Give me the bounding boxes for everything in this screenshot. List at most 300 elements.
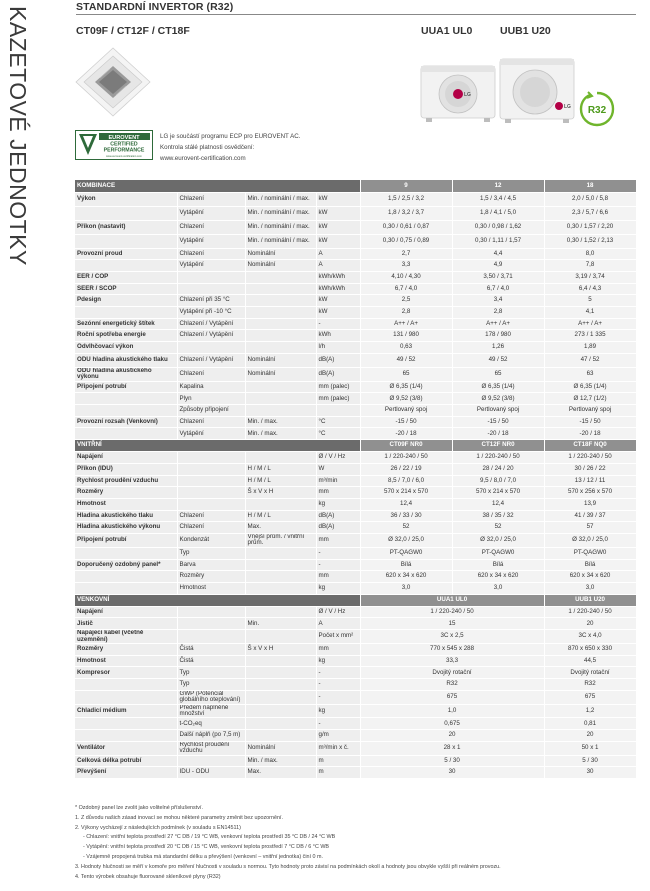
eurovent-certified-badge (75, 130, 153, 160)
row-label: Kompresor (75, 667, 177, 679)
row-label (75, 234, 177, 248)
table-row (75, 559, 636, 571)
row-condition (245, 606, 316, 618)
table-row (75, 367, 636, 381)
table-cell: 0,63 (360, 342, 452, 354)
row-sublabel: Rozměry (177, 571, 245, 583)
table-cell: -20 / 18 (360, 428, 452, 440)
table-cell: Ø 32,0 / 25,0 (452, 533, 544, 547)
table-row (75, 330, 636, 342)
table-cell: 620 x 34 x 620 (360, 571, 452, 583)
table-cell: Dvojitý rotační (360, 667, 544, 679)
row-unit: °C (316, 428, 360, 440)
footnote: 4. Tento výrobek obsahuje fluorované skleníkové plyny (R32) (75, 873, 221, 880)
row-condition (245, 342, 316, 354)
row-sublabel: Typ (177, 547, 245, 559)
row-unit: A (316, 618, 360, 630)
row-label: Rychlost proudění vzduchu (75, 475, 177, 487)
row-unit: dB(A) (316, 510, 360, 522)
row-unit: W (316, 463, 360, 475)
row-sublabel: Čistá (177, 655, 245, 667)
row-condition (245, 667, 316, 679)
footnotes (75, 804, 640, 882)
row-label: Hladina akustického výkonu (75, 522, 177, 534)
row-label: SEER / SCOP (75, 283, 177, 295)
table-cell: 0,30 / 1,57 / 2,20 (544, 220, 636, 234)
row-unit: - (316, 547, 360, 559)
row-condition (245, 306, 316, 318)
table-cell: 1,5 / 3,4 / 4,5 (452, 192, 544, 206)
table-cell: 1,5 / 2,5 / 3,2 (360, 192, 452, 206)
row-condition: H / M / L (245, 475, 316, 487)
row-condition: H / M / L (245, 463, 316, 475)
row-unit: Ø / V / Hz (316, 452, 360, 464)
column-header: 9 (360, 180, 452, 192)
row-unit: mm (316, 533, 360, 547)
table-row (75, 295, 636, 307)
row-condition (245, 730, 316, 742)
row-unit: kWh (316, 330, 360, 342)
row-condition: Š x V x H (245, 487, 316, 499)
row-unit: kg (316, 655, 360, 667)
row-condition (245, 295, 316, 307)
row-label: Hmotnost (75, 498, 177, 510)
table-row (75, 618, 636, 630)
footnote: - Vzájemně propojená trubka má standardní délku a převýšení (venkovní – vnitřní jednotka) činí 0 m. (83, 853, 324, 860)
table-cell: Bílá (452, 559, 544, 571)
row-unit: A (316, 260, 360, 272)
row-condition (245, 498, 316, 510)
eurovent-info (160, 131, 300, 164)
table-row (75, 571, 636, 583)
table-cell: 3,4 (452, 295, 544, 307)
table-cell: 13 / 12 / 11 (544, 475, 636, 487)
row-unit: m³/min (316, 475, 360, 487)
table-cell: -15 / 50 (544, 416, 636, 428)
row-sublabel (177, 463, 245, 475)
row-unit: mm (palec) (316, 381, 360, 393)
table-cell: 15 (360, 618, 544, 630)
row-sublabel: Vytápění (177, 234, 245, 248)
table-cell: 28 x 1 (360, 741, 544, 755)
table-row (75, 342, 636, 354)
row-sublabel: Čistá (177, 644, 245, 656)
table-cell: 5 / 30 (360, 755, 544, 767)
row-label: Provozní rozsah (Venkovní) (75, 416, 177, 428)
table-cell: 3,0 (544, 583, 636, 595)
table-cell: Ø 9,52 (3/8) (360, 393, 452, 405)
table-cell: 1,8 / 3,2 / 3,7 (360, 206, 452, 220)
row-label (75, 583, 177, 595)
table-cell: 1,89 (544, 342, 636, 354)
table-row (75, 510, 636, 522)
table-row (75, 718, 636, 730)
row-unit: kW (316, 306, 360, 318)
row-label: ODU hladina akustického tlaku (75, 353, 177, 367)
table-cell: 12,4 (360, 498, 452, 510)
table-row (75, 206, 636, 220)
row-sublabel: t-CO₂eq (177, 718, 245, 730)
table-cell: Bílá (360, 559, 452, 571)
row-label: Ventilátor (75, 741, 177, 755)
row-condition (245, 583, 316, 595)
row-sublabel (177, 618, 245, 630)
table-cell: Ø 9,52 (3/8) (452, 393, 544, 405)
row-condition (245, 283, 316, 295)
table-cell: A++ / A+ (360, 318, 452, 330)
table-cell: 0,30 / 1,52 / 2,13 (544, 234, 636, 248)
row-unit: g/m (316, 730, 360, 742)
row-condition (245, 690, 316, 704)
row-condition (245, 718, 316, 730)
row-condition (245, 318, 316, 330)
row-condition (245, 381, 316, 393)
table-cell: 6,7 / 4,0 (452, 283, 544, 295)
row-label (75, 690, 177, 704)
row-sublabel (177, 271, 245, 283)
row-sublabel (177, 475, 245, 487)
row-sublabel: Chlazení (177, 510, 245, 522)
column-header: 12 (452, 180, 544, 192)
row-condition: Min. / nominální / max. (245, 220, 316, 234)
table-cell: 675 (360, 690, 544, 704)
table-cell: 2,5 (360, 295, 452, 307)
table-cell: Dvojitý rotační (544, 667, 636, 679)
row-condition (245, 559, 316, 571)
table-row (75, 353, 636, 367)
table-cell: 1 / 220-240 / 50 (544, 452, 636, 464)
table-row (75, 583, 636, 595)
row-condition: Min. / nominální / max. (245, 192, 316, 206)
row-label: Jistič (75, 618, 177, 630)
row-unit: kWh/kWh (316, 283, 360, 295)
table-row (75, 667, 636, 679)
table-row (75, 283, 636, 295)
table-row (75, 679, 636, 691)
table-cell: -15 / 50 (452, 416, 544, 428)
table-cell: 675 (544, 690, 636, 704)
table-cell: 273 / 1 335 (544, 330, 636, 342)
section-title: VNITŘNÍ (75, 440, 360, 452)
row-unit: - (316, 690, 360, 704)
table-cell: 9,5 / 8,0 / 7,0 (452, 475, 544, 487)
row-unit: kW (316, 192, 360, 206)
row-sublabel: Vytápění (177, 428, 245, 440)
table-cell: 8,5 / 7,0 / 6,0 (360, 475, 452, 487)
table-cell: 41 / 39 / 37 (544, 510, 636, 522)
table-cell: PT-QAGW0 (452, 547, 544, 559)
table-cell: A++ / A+ (452, 318, 544, 330)
table-cell: 8,0 (544, 248, 636, 260)
row-sublabel: Rychlost proudění vzduchu (177, 741, 245, 755)
row-label: Napájecí kabel (včetně uzemnění) (75, 630, 177, 644)
row-condition: Min. / nominální / max. (245, 234, 316, 248)
row-condition (245, 655, 316, 667)
outdoor-model-2-heading: UUB1 U20 (500, 25, 551, 37)
table-cell: 0,30 / 0,98 / 1,62 (452, 220, 544, 234)
table-cell: R32 (544, 679, 636, 691)
table-row (75, 755, 636, 767)
row-unit: m³/min x č. (316, 741, 360, 755)
row-label: Pdesign (75, 295, 177, 307)
row-sublabel: Chlazení (177, 522, 245, 534)
table-cell: Ø 6,35 (1/4) (544, 381, 636, 393)
row-sublabel: Typ (177, 667, 245, 679)
table-cell: 49 / 52 (452, 353, 544, 367)
table-cell: 47 / 52 (544, 353, 636, 367)
row-sublabel: Hmotnost (177, 583, 245, 595)
table-cell: 4,10 / 4,30 (360, 271, 452, 283)
row-sublabel (177, 342, 245, 354)
section-header-vnitrni (75, 440, 636, 452)
row-condition (245, 452, 316, 464)
row-unit: A (316, 248, 360, 260)
table-cell: 4,1 (544, 306, 636, 318)
table-cell: 770 x 545 x 288 (360, 644, 544, 656)
table-row (75, 690, 636, 704)
row-sublabel: Chlazení (177, 192, 245, 206)
row-label: Doporučený ozdobný panel* (75, 559, 177, 571)
table-cell: -20 / 18 (452, 428, 544, 440)
table-row (75, 533, 636, 547)
table-cell: Pertlovaný spoj (360, 405, 452, 417)
cassette-unit-image (74, 38, 152, 118)
table-cell: 1,0 (360, 704, 544, 718)
table-cell: 2,0 / 5,0 / 5,8 (544, 192, 636, 206)
row-sublabel: Způsoby připojení (177, 405, 245, 417)
table-cell: 2,7 (360, 248, 452, 260)
row-unit: dB(A) (316, 522, 360, 534)
row-label: Hladina akustického tlaku (75, 510, 177, 522)
table-cell: Ø 32,0 / 25,0 (360, 533, 452, 547)
table-cell: 870 x 650 x 330 (544, 644, 636, 656)
table-cell: 2,8 (360, 306, 452, 318)
table-cell: Ø 12,7 (1/2) (544, 393, 636, 405)
table-cell: 131 / 980 (360, 330, 452, 342)
row-sublabel: Chlazení / Vytápění (177, 318, 245, 330)
row-unit: m (316, 767, 360, 779)
table-cell: 1 / 220-240 / 50 (360, 606, 544, 618)
table-cell: 38 / 35 / 32 (452, 510, 544, 522)
row-label: EER / COP (75, 271, 177, 283)
row-sublabel: Další náplň (po 7,5 m) (177, 730, 245, 742)
table-cell: 50 x 1 (544, 741, 636, 755)
row-sublabel: Typ (177, 679, 245, 691)
table-cell: 3,3 (360, 260, 452, 272)
row-condition (245, 630, 316, 644)
row-sublabel: Vytápění při -10 °C (177, 306, 245, 318)
table-row (75, 405, 636, 417)
footnote: 2. Výkony vycházejí z následujících podmínek (v souladu s EN14511) (75, 824, 241, 831)
table-cell: PT-QAGW0 (544, 547, 636, 559)
row-unit: kg (316, 704, 360, 718)
row-sublabel: GWP (Potenciál globálního oteplování) (177, 690, 245, 704)
column-header: UUB1 U20 (544, 594, 636, 606)
row-label (75, 730, 177, 742)
row-condition: Min. / max. (245, 755, 316, 767)
table-cell: 57 (544, 522, 636, 534)
footnote: 1. Z důvodu našich zásad inovací se mohou některé parametry změnit bez upozornění. (75, 814, 283, 821)
table-cell: 30 (544, 767, 636, 779)
row-unit: °C (316, 416, 360, 428)
row-sublabel: Vytápění (177, 260, 245, 272)
table-row (75, 644, 636, 656)
row-label (75, 206, 177, 220)
table-row (75, 655, 636, 667)
table-row (75, 487, 636, 499)
row-condition (245, 405, 316, 417)
row-unit: mm (palec) (316, 393, 360, 405)
eurovent-line-1: LG je součástí programu ECP pro EUROVENT AC. (160, 133, 301, 140)
row-sublabel (177, 755, 245, 767)
row-condition: Max. (245, 522, 316, 534)
row-label: Připojení potrubí (75, 533, 177, 547)
table-cell: 3,0 (360, 583, 452, 595)
row-label: Napájení (75, 452, 177, 464)
table-cell: 1 / 220-240 / 50 (452, 452, 544, 464)
table-cell: Bílá (544, 559, 636, 571)
table-cell: 49 / 52 (360, 353, 452, 367)
table-cell: 3,50 / 3,71 (452, 271, 544, 283)
row-condition (245, 271, 316, 283)
table-cell: A++ / A+ (544, 318, 636, 330)
row-sublabel: Chlazení (177, 416, 245, 428)
side-title (2, 4, 46, 270)
table-row (75, 306, 636, 318)
row-sublabel: Vytápění (177, 206, 245, 220)
row-condition: Nominální (245, 367, 316, 381)
table-row (75, 630, 636, 644)
column-header: UUA1 UL0 (360, 594, 544, 606)
table-cell: 2,3 / 5,7 / 6,6 (544, 206, 636, 220)
table-row (75, 381, 636, 393)
row-sublabel: Kapalina (177, 381, 245, 393)
row-unit: kW (316, 220, 360, 234)
table-cell: R32 (360, 679, 544, 691)
table-cell: 4,9 (452, 260, 544, 272)
row-label: Připojení potrubí (75, 381, 177, 393)
row-condition: Š x V x H (245, 644, 316, 656)
row-label (75, 393, 177, 405)
table-row (75, 463, 636, 475)
table-cell: 30 / 26 / 22 (544, 463, 636, 475)
row-sublabel: Chlazení při 35 °C (177, 295, 245, 307)
table-cell: 52 (452, 522, 544, 534)
row-unit: kg (316, 583, 360, 595)
table-row (75, 475, 636, 487)
row-condition: Nominální (245, 353, 316, 367)
row-condition: Min. / nominální / max. (245, 206, 316, 220)
table-cell: 3,19 / 3,74 (544, 271, 636, 283)
table-cell: 1,2 (544, 704, 636, 718)
table-cell: 2,8 (452, 306, 544, 318)
table-cell: 570 x 214 x 570 (360, 487, 452, 499)
row-condition (245, 393, 316, 405)
table-cell: 33,3 (360, 655, 544, 667)
table-cell: 570 x 256 x 570 (544, 487, 636, 499)
section-title: KOMBINACE (75, 180, 360, 192)
table-row (75, 248, 636, 260)
row-condition (245, 330, 316, 342)
eurovent-badge-line-3: PERFORMANCE (103, 147, 145, 154)
table-cell: 20 (360, 730, 544, 742)
row-label: Příkon (nastavit) (75, 220, 177, 234)
row-label: Sezónní energetický štítek (75, 318, 177, 330)
row-label: Chladicí médium (75, 704, 177, 718)
table-cell: 7,8 (544, 260, 636, 272)
row-unit: - (316, 679, 360, 691)
row-label: Příkon (IDU) (75, 463, 177, 475)
table-row (75, 498, 636, 510)
table-cell: 6,7 / 4,0 (360, 283, 452, 295)
table-cell: Ø 6,35 (1/4) (452, 381, 544, 393)
row-sublabel: Chlazení (177, 248, 245, 260)
table-cell: 3,0 (452, 583, 544, 595)
row-unit: mm (316, 571, 360, 583)
table-cell: 1 / 220-240 / 50 (360, 452, 452, 464)
row-label (75, 405, 177, 417)
row-sublabel: Chlazení (177, 220, 245, 234)
row-unit: kW (316, 295, 360, 307)
table-cell: 0,30 / 0,75 / 0,89 (360, 234, 452, 248)
table-cell: 5 (544, 295, 636, 307)
table-row (75, 767, 636, 779)
row-condition (245, 679, 316, 691)
table-cell: 13,9 (544, 498, 636, 510)
row-label: Rozměry (75, 644, 177, 656)
table-cell: 20 (544, 730, 636, 742)
table-cell: 44,5 (544, 655, 636, 667)
table-row (75, 452, 636, 464)
table-row (75, 393, 636, 405)
row-label: Provozní proud (75, 248, 177, 260)
row-sublabel: Předem naplněné množství (177, 704, 245, 718)
table-row (75, 192, 636, 206)
row-label: Roční spotřeba energie (75, 330, 177, 342)
row-condition: Min. / max. (245, 428, 316, 440)
row-label: Odvlhčovací výkon (75, 342, 177, 354)
table-row (75, 704, 636, 718)
row-sublabel (177, 452, 245, 464)
table-cell: 52 (360, 522, 452, 534)
row-condition: Min. (245, 618, 316, 630)
row-condition: Min. / max. (245, 416, 316, 428)
table-cell: 4,4 (452, 248, 544, 260)
row-condition: Vnější prům. / vnitřní prům. (245, 533, 316, 547)
brand-logo-1: LG (464, 92, 471, 98)
row-condition: H / M / L (245, 510, 316, 522)
table-cell: 26 / 22 / 19 (360, 463, 452, 475)
row-condition: Max. (245, 767, 316, 779)
table-cell: Pertlovaný spoj (544, 405, 636, 417)
footnote: - Chlazení: vnitřní teplota prostředí 27 °C DB / 19 °C WB, venkovní teplota prostředí 35 °C DB / 24 °C WB (83, 834, 336, 841)
row-unit: dB(A) (316, 353, 360, 367)
series-heading: STANDARDNÍ INVERTOR (R32) (76, 1, 234, 13)
footnote: * Ozdobný panel lze zvolit jako volitelné příslušenství. (75, 805, 203, 811)
row-sublabel: Chlazení (177, 367, 245, 381)
row-unit: mm (316, 487, 360, 499)
row-label: ODU hladina akustického výkonu (75, 367, 177, 381)
table-cell: 570 x 214 x 570 (452, 487, 544, 499)
table-cell: 620 x 34 x 620 (544, 571, 636, 583)
row-sublabel: Chlazení / Vytápění (177, 330, 245, 342)
row-label: Rozměry (75, 487, 177, 499)
table-cell: 5 / 30 (544, 755, 636, 767)
eurovent-link[interactable]: www.eurovent-certification.com (160, 155, 246, 162)
row-condition (245, 704, 316, 718)
row-label (75, 571, 177, 583)
row-unit: kg (316, 498, 360, 510)
